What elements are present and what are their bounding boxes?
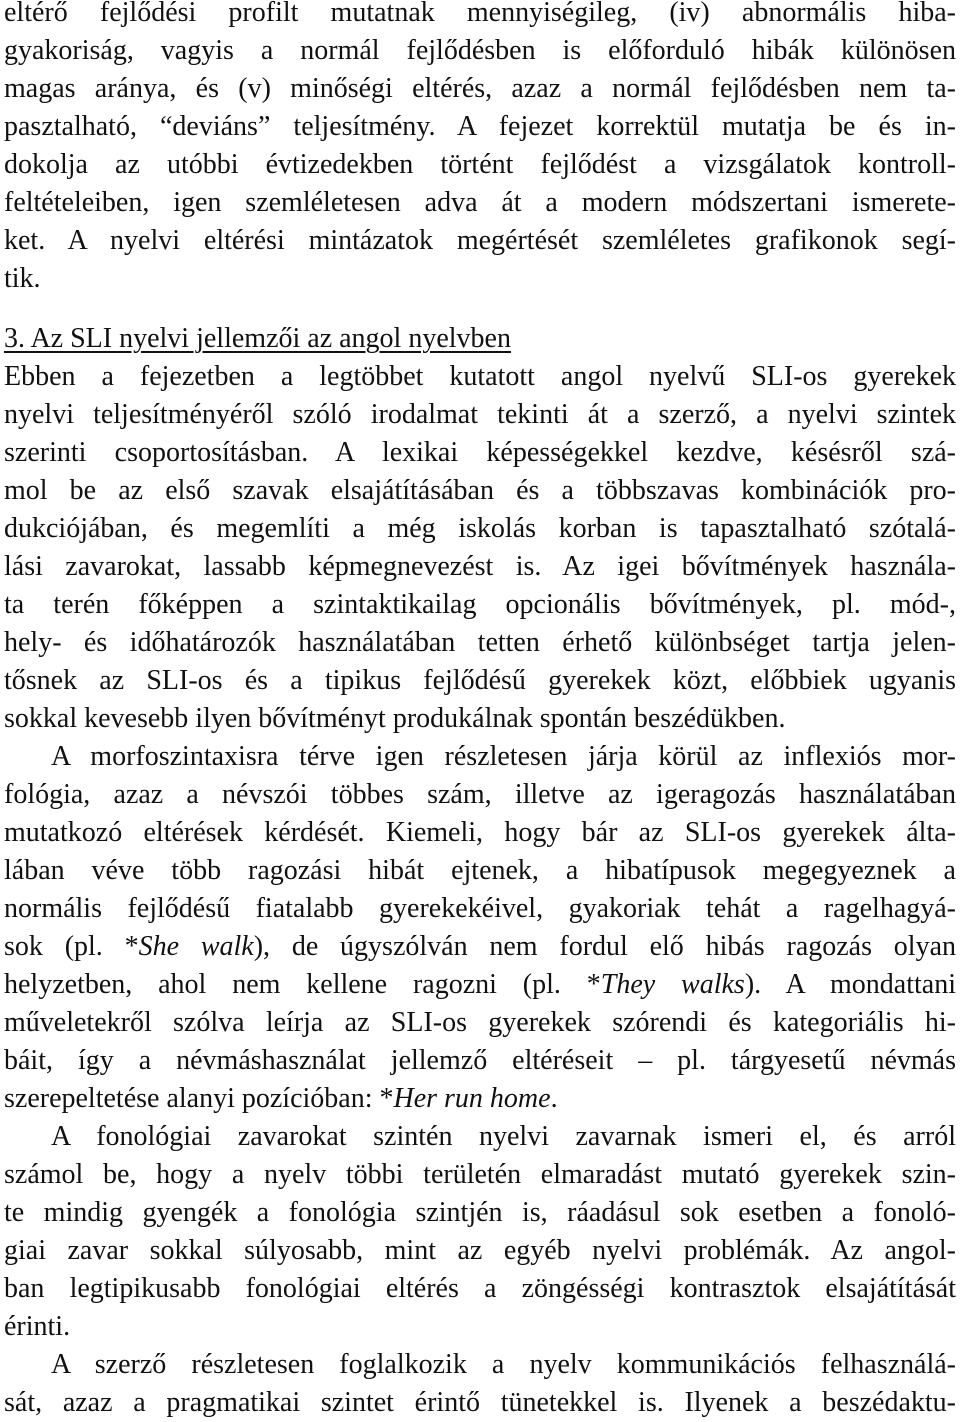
- section-heading-text: 3. Az SLI nyelvi jellemzői az angol nyelvben: [4, 323, 511, 354]
- text-line: szerinti csoportosításban. A lexikai képességekkel kezdve, késésről szá-: [4, 437, 956, 468]
- text-line: eltérő fejlődési profilt mutatnak mennyiségileg, (iv) abnormális hiba-: [4, 0, 956, 28]
- text-line: számol be, hogy a nyelv többi területén elmaradást mutató gyerekek szin-: [4, 1159, 956, 1190]
- text-line: ban legtipikusabb fonológiai eltérés a zöngésségi kontrasztok elsajátítását: [4, 1273, 956, 1304]
- example-italic: Her run home: [393, 1083, 551, 1114]
- text-line: gyakoriság, vagyis a normál fejlődésben is előforduló hibák különösen: [4, 35, 956, 66]
- text-line: te mindig gyengék a fonológia szintjén is, ráadásul sok esetben a fonoló-: [4, 1197, 956, 1228]
- text-line: mol be az első szavak elsajátításában és a többszavas kombinációk pro-: [4, 475, 956, 506]
- paragraph-4: [4, 1346, 956, 1422]
- paragraph-2: [4, 738, 956, 1118]
- text-line: mutatkozó eltérések kérdését. Kiemeli, hogy bár az SLI-os gyerekek álta-: [4, 817, 956, 848]
- text-span: sok (pl. *: [4, 931, 139, 962]
- text-line: feltételeiben, igen szemléletesen adva át a modern módszertani ismerete-: [4, 187, 956, 218]
- text-line: lási zavarokat, lassabb képmegnevezést is. Az igei bővítmények használa-: [4, 551, 956, 582]
- text-line: érinti.: [4, 1311, 71, 1342]
- text-line: A szerző részletesen foglalkozik a nyelv kommunikációs felhasználá-: [51, 1349, 956, 1380]
- text-line: sát, azaz a pragmatikai szintet érintő tünetekkel is. Ilyenek a beszédaktu-: [4, 1387, 956, 1418]
- text-span: ), de úgyszólván nem fordul elő hibás ragozás olyan: [253, 931, 956, 962]
- example-italic: She walk: [138, 931, 254, 962]
- text-line: [4, 966, 956, 1004]
- paragraph-1: [4, 358, 956, 738]
- text-span: ). A mondattani: [744, 969, 956, 1000]
- text-span: szerepeltetése alanyi pozícióban: *: [4, 1083, 394, 1114]
- text-line: sokkal kevesebb ilyen bővítményt produkálnak spontán beszédükben.: [4, 703, 786, 734]
- text-line: hely- és időhatározók használatában tetten érhető különbséget tartja jelen-: [4, 627, 956, 658]
- text-line: normális fejlődésű fiatalabb gyerekekéivel, gyakoriak tehát a ragelhagyá-: [4, 893, 956, 924]
- example-italic: They walks: [600, 969, 745, 1000]
- text-line: A fonológiai zavarokat szintén nyelvi zavarnak ismeri el, és arról: [51, 1121, 956, 1152]
- text-line: [4, 1080, 956, 1118]
- text-span: helyzetben, ahol nem kellene ragozni (pl. *: [4, 969, 601, 1000]
- text-line: dokolja az utóbbi évtizedekben történt fejlődést a vizsgálatok kontroll-: [4, 149, 956, 180]
- text-line: ta terén főképpen a szintaktikailag opcionális bővítmények, pl. mód-,: [4, 589, 956, 620]
- text-line: lában véve több ragozási hibát ejtenek, a hibatípusok megegyeznek a: [4, 855, 956, 886]
- text-line: A morfoszintaxisra térve igen részletesen járja körül az inflexiós mor-: [51, 741, 956, 772]
- paragraph-3: [4, 1118, 956, 1346]
- text-line: báit, így a névmáshasználat jellemző eltéréseit – pl. tárgyesetű névmás: [4, 1045, 956, 1076]
- text-line: ket. A nyelvi eltérési mintázatok megértését szemléletes grafikonok segí-: [4, 225, 956, 256]
- text-line: giai zavar sokkal súlyosabb, mint az egyéb nyelvi problémák. Az angol-: [4, 1235, 956, 1266]
- text-line: nyelvi teljesítményéről szóló irodalmat tekinti át a szerző, a nyelvi szintek: [4, 399, 956, 430]
- text-line: fológia, azaz a névszói többes szám, illetve az igeragozás használatában: [4, 779, 956, 810]
- text-line: tik.: [4, 263, 41, 294]
- text-line: tősnek az SLI-os és a tipikus fejlődésű gyerekek közt, előbbiek ugyanis: [4, 665, 956, 696]
- text-line: pasztalható, “deviáns” teljesítmény. A fejezet korrektül mutatja be és in-: [4, 111, 956, 142]
- document-page: [4, 0, 956, 1422]
- intro-paragraph: [4, 0, 956, 298]
- text-line: magas aránya, és (v) minőségi eltérés, azaz a normál fejlődésben nem ta-: [4, 73, 956, 104]
- section-heading: [4, 320, 956, 358]
- text-line: dukciójában, és megemlíti a még iskolás korban is tapasztalható szótalá-: [4, 513, 956, 544]
- text-line: [4, 928, 956, 966]
- text-line: műveletekről szólva leírja az SLI-os gyerekek szórendi és kategoriális hi-: [4, 1007, 956, 1038]
- text-span: .: [550, 1083, 558, 1114]
- text-line: Ebben a fejezetben a legtöbbet kutatott angol nyelvű SLI-os gyerekek: [4, 361, 956, 392]
